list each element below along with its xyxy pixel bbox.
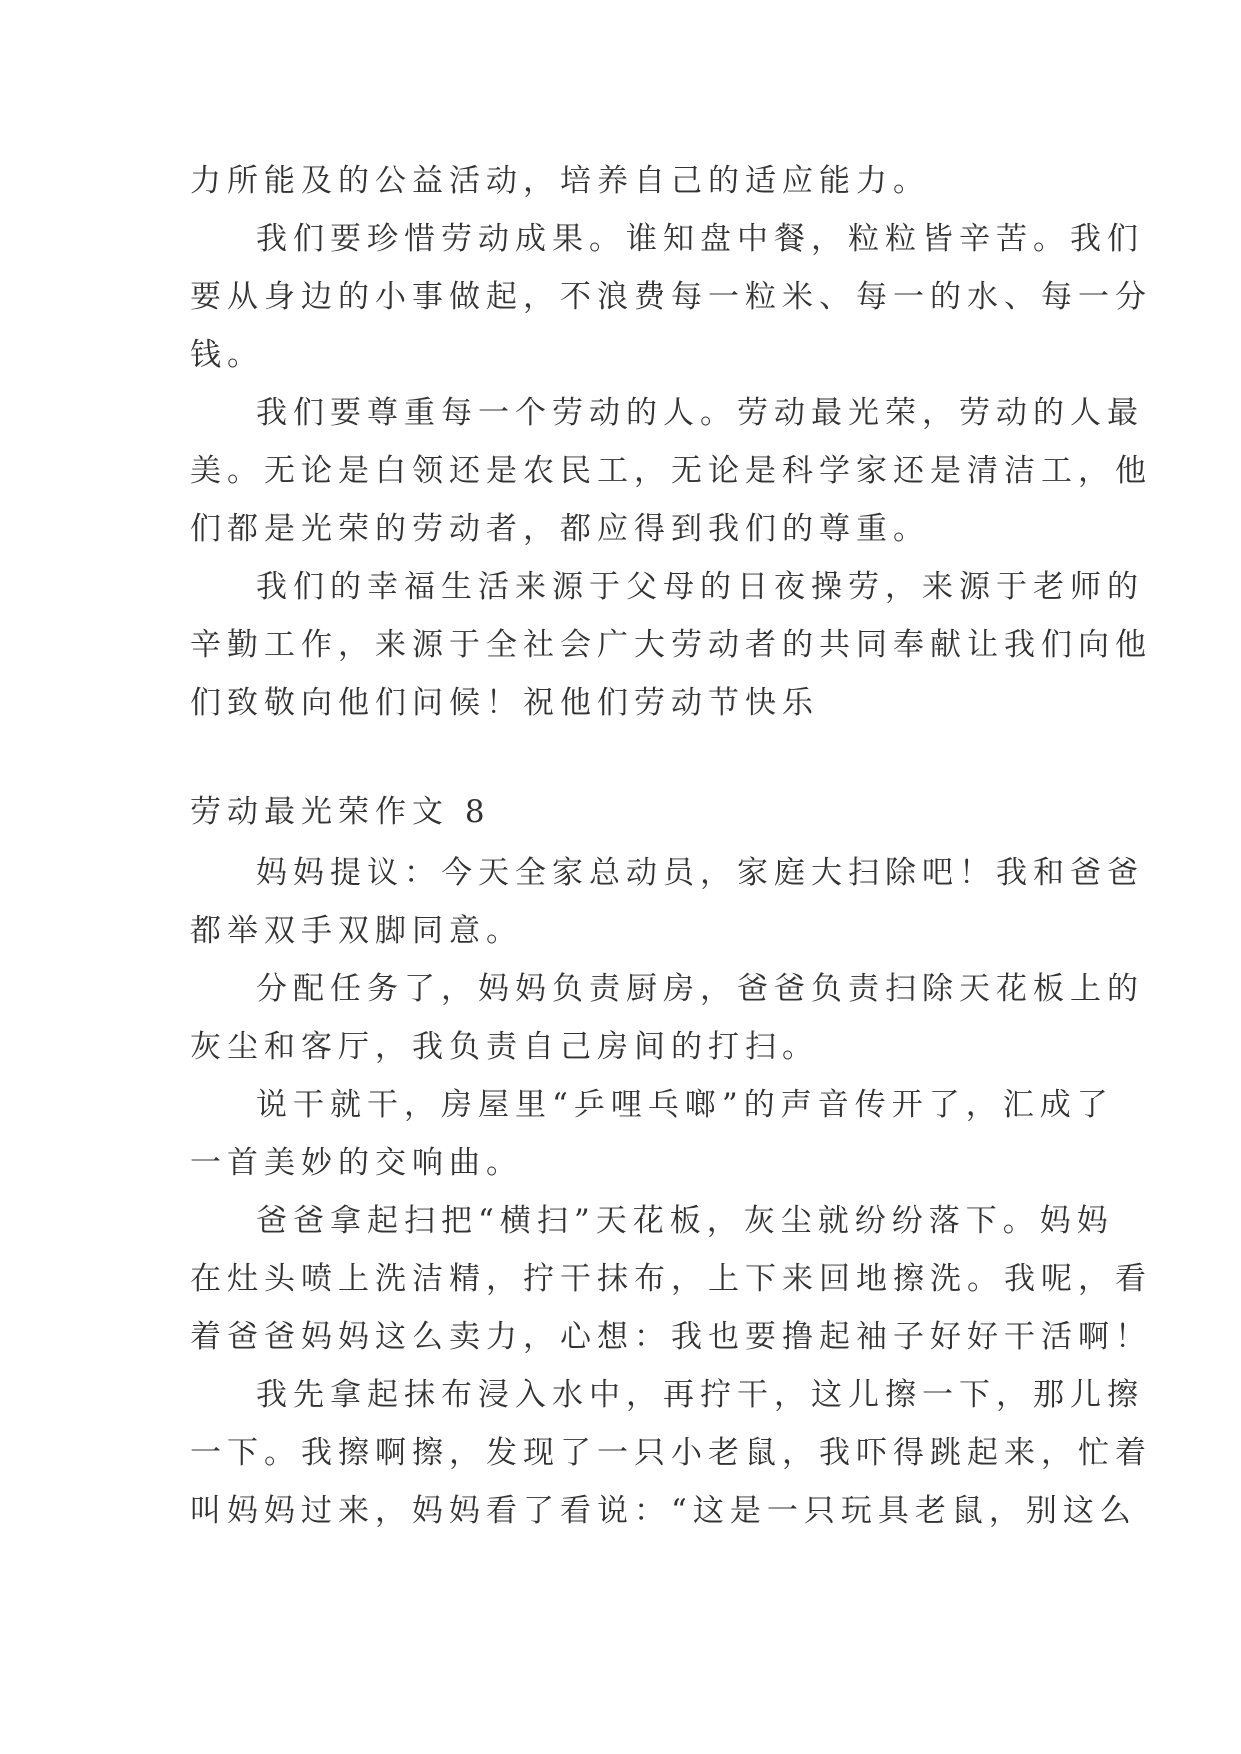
text-line: 们都是光荣的劳动者，都应得到我们的尊重。 bbox=[190, 511, 930, 547]
text-line: 都举双手双脚同意。 bbox=[190, 913, 523, 949]
document-body bbox=[190, 152, 1152, 1540]
text-line: 一下。我擦啊擦，发现了一只小老鼠，我吓得跳起来，忙着 bbox=[190, 1435, 1152, 1471]
paragraph-start: 说干就干，房屋里“乒哩乓啷”的声音传开了，汇成了 bbox=[256, 1087, 1114, 1123]
paragraph-start: 我们的幸福生活来源于父母的日夜操劳，来源于老师的 bbox=[256, 569, 1144, 605]
text-line: 一首美妙的交响曲。 bbox=[190, 1145, 523, 1181]
text-line: 在灶头喷上洗洁精，拧干抹布，上下来回地擦洗。我呢，看 bbox=[190, 1261, 1152, 1297]
text-line: 们致敬向他们问候！祝他们劳动节快乐 bbox=[190, 685, 819, 721]
text-line: 钱。 bbox=[190, 337, 264, 373]
paragraph-start: 我们要尊重每一个劳动的人。劳动最光荣，劳动的人最 bbox=[256, 395, 1144, 431]
text-line: 辛勤工作，来源于全社会广大劳动者的共同奉献让我们向他 bbox=[190, 627, 1152, 663]
paragraph-start: 我先拿起抹布浸入水中，再拧干，这儿擦一下，那儿擦 bbox=[256, 1377, 1144, 1413]
section-gap bbox=[190, 732, 1060, 780]
paragraph-start: 爸爸拿起扫把“横扫”天花板，灰尘就纷纷落下。妈妈 bbox=[256, 1203, 1114, 1239]
section-heading: 劳动最光荣作文 8 bbox=[190, 794, 491, 830]
paragraph-start: 我们要珍惜劳动成果。谁知盘中餐，粒粒皆辛苦。我们 bbox=[256, 221, 1144, 257]
text-line: 美。无论是白领还是农民工，无论是科学家还是清洁工，他 bbox=[190, 453, 1152, 489]
paragraph-start: 妈妈提议：今天全家总动员，家庭大扫除吧！我和爸爸 bbox=[256, 855, 1144, 891]
text-line: 力所能及的公益活动，培养自己的适应能力。 bbox=[190, 163, 930, 199]
text-line: 叫妈妈过来，妈妈看了看说：“这是一只玩具老鼠，别这么 bbox=[190, 1493, 1137, 1529]
text-line: 要从身边的小事做起，不浪费每一粒米、每一的水、每一分 bbox=[190, 279, 1152, 315]
text-line: 着爸爸妈妈这么卖力，心想：我也要撸起袖子好好干活啊！ bbox=[190, 1319, 1152, 1355]
text-line: 灰尘和客厅，我负责自己房间的打扫。 bbox=[190, 1029, 819, 1065]
paragraph-start: 分配任务了，妈妈负责厨房，爸爸负责扫除天花板上的 bbox=[256, 971, 1144, 1007]
